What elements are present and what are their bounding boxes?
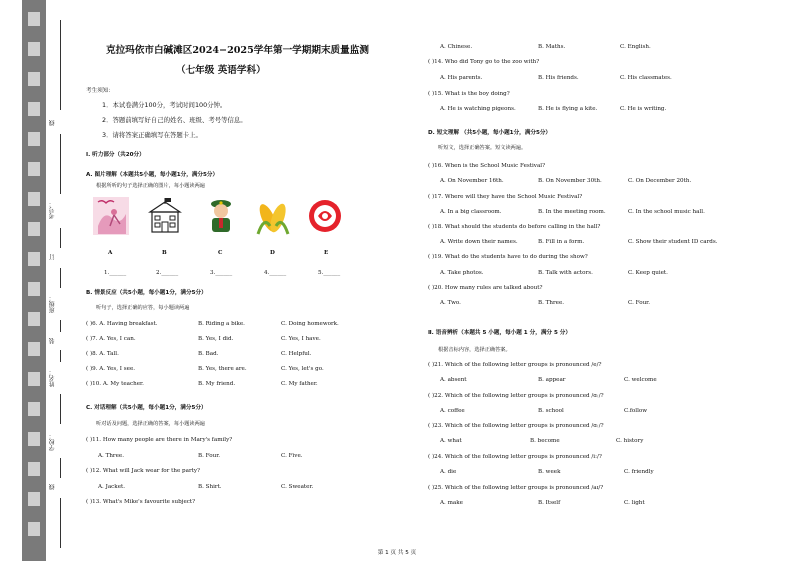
option-c: C. On December 20th. [628,178,692,184]
section-c-instruction: 听对话及问题，选择正确的答案，每小题读两遍 [96,421,205,427]
option-b: B. school [538,408,564,414]
paper-cut-icon [306,196,344,236]
part2-instruction: 根据音标内容，选择正确答案。 [438,347,511,353]
option-c: C. English. [620,44,651,50]
option-b: B. My friend. [198,381,236,387]
side-mark: 线 [49,484,56,490]
section-b-title: B. 情景反应（共5小题，每小题1分，满分5分） [86,290,207,296]
option-a: A. what [440,438,462,444]
option-c: C. light [624,500,645,506]
question-24: ( )24. Which of the following letter groups is pronounced /i:/? [428,454,602,460]
option-b: B. Talk with actors. [538,270,593,276]
option-c: C. Helpful. [281,351,312,357]
section-d-title: D. 短文理解 （共5小题，每小题1分，满分5分） [428,130,552,136]
option-b: B. His friends. [538,75,579,81]
option-b: B. Yes, I did. [198,336,234,342]
option-c: C. His classmates. [620,75,672,81]
section-a-instruction: 根据所听的句子选择正确的图片，每小题读两遍 [96,183,205,189]
option-c: C. Sweater. [281,484,314,490]
option-c: C. Show their student ID cards. [628,239,718,245]
answer-blank-1[interactable]: 1.______ [104,270,127,276]
option-c: C. Yes, I have. [281,336,321,342]
option-b: B. Itself [538,500,561,506]
notice-item: 3．请将答案正确填写在答题卡上。 [102,131,202,139]
option-b: B. Shirt. [198,484,222,490]
option-b: B. Maths. [538,44,566,50]
option-a: A. On November 16th. [440,178,504,184]
option-b: B. appear [538,377,566,383]
question-19: ( )19. What do the students have to do during the show? [428,254,588,260]
notice-heading: 考生须知： [86,88,114,94]
side-mark: 线 [49,120,56,126]
school-building-icon [146,196,184,236]
notice-item: 1．本试卷满分100分，考试时间100分钟。 [102,101,227,109]
option-b: B. Bad. [198,351,219,357]
police-officer-icon [202,196,240,236]
section-a-title: A. 图片理解（本题共5小题，每小题1分，满分5分） [86,172,219,178]
dance-poster-icon [92,196,130,236]
page-footer: 第 1 页 共 5 页 [377,550,417,556]
notice-item: 2．答题前填写好自己的姓名、班级、考号等信息。 [102,116,247,124]
binding-margin [22,0,46,561]
option-a: A. absent [440,377,467,383]
option-c: C. Yes, let's go. [281,366,324,372]
option-a: A. Write down their names. [440,239,518,245]
student-info-column [48,0,74,561]
option-b: B. Riding a bike. [198,321,245,327]
question-23: ( )23. Which of the following letter groups is pronounced /ɑː/? [428,423,604,429]
picture-label-d: D [270,250,275,256]
option-c: C.follow [624,408,648,414]
question-9: ( )9. A. Yes, I see. [86,366,136,372]
option-b: B. Fill in a form. [538,239,585,245]
option-c: C. history [616,438,644,444]
question-8: ( )8. A. Tall. [86,351,119,357]
school-label: 学校： [49,433,56,451]
exam-subtitle: （七年级 英语学科） [176,65,266,76]
option-b: B. Yes, there are. [198,366,247,372]
option-b: B. In the meeting room. [538,209,606,215]
option-c: C. welcome [624,377,657,383]
corn-icon [254,196,292,236]
section-c-title: C. 对话理解（共5小题，每小题1分，满分5分） [86,405,207,411]
section-d-instruction: 听短文，选择正确答案。短文读两遍。 [438,145,527,151]
question-16: ( )16. When is the School Music Festival? [428,163,546,169]
answer-blank-4[interactable]: 4.______ [264,270,287,276]
picture-label-c: C [218,250,223,256]
option-a: A. Two. [440,300,461,306]
question-12: ( )12. What will Jack wear for the party? [86,468,201,474]
part1-title: I. 听力部分（共20分） [86,152,145,158]
question-6: ( )6. A. Having breakfast. [86,321,158,327]
question-21: ( )21. Which of the following letter groups is pronounced /e/? [428,362,602,368]
option-a: A. Take photos. [440,270,484,276]
option-c: C. Keep quiet. [628,270,668,276]
part2-title: Ⅱ. 语音辨析（本题共 5 小题，每小题 1 分，满分 5 分） [428,330,571,336]
option-c: C. In the school music hall. [628,209,705,215]
question-13: ( )13. What's Mike's favourite subject? [86,499,196,505]
option-b: B. week [538,469,561,475]
option-b: B. On November 30th. [538,178,602,184]
exam-number-label: 考号： [49,201,56,219]
option-b: B. Three. [538,300,565,306]
question-25: ( )25. Which of the following letter groups is pronounced /aɪ/? [428,485,604,491]
class-label: 班级： [49,295,56,313]
option-c: C. Doing homework. [281,321,339,327]
option-c: C. He is writing. [620,106,667,112]
option-a: A. make [440,500,463,506]
option-a: A. die [440,469,457,475]
option-a: A. Chinese. [440,44,473,50]
picture-label-a: A [108,250,113,256]
option-b: B. Four. [198,453,221,459]
question-15: ( )15. What is the boy doing? [428,91,510,97]
question-11: ( )11. How many people are there in Mary's family? [86,437,233,443]
section-b-instruction: 听句子，选择正确的应答，每小题读两遍 [96,305,190,311]
answer-blank-3[interactable]: 3.______ [210,270,233,276]
option-a: A. In a big classroom. [440,209,502,215]
option-b: B. become [530,438,560,444]
answer-blank-5[interactable]: 5.______ [318,270,341,276]
question-22: ( )22. Which of the following letter groups is pronounced /ɑː/? [428,393,604,399]
option-b: B. He is flying a kite. [538,106,598,112]
option-a: A. He is watching pigeons. [440,106,516,112]
side-mark: 装 [49,338,56,344]
option-c: C. friendly [624,469,654,475]
option-a: A. Jacket. [98,484,126,490]
answer-blank-2[interactable]: 2.______ [156,270,179,276]
option-c: C. Five. [281,453,303,459]
question-20: ( )20. How many rules are talked about? [428,285,543,291]
option-c: C. My father. [281,381,318,387]
picture-label-e: E [324,250,329,256]
question-7: ( )7. A. Yes, I can. [86,336,136,342]
option-a: A. Three. [98,453,125,459]
exam-title: 克拉玛依市白碱滩区2024−2025学年第一学期期末质量监测 [106,45,369,56]
option-a: A. His parents. [440,75,483,81]
option-c: C. Four. [628,300,651,306]
name-label: 姓名： [49,369,56,387]
option-a: A. coffee [440,408,465,414]
question-14: ( )14. Who did Tony go to the zoo with? [428,59,540,65]
question-10: ( )10. A. My teacher. [86,381,144,387]
question-18: ( )18. What should the students do before calling in the hall? [428,224,601,230]
question-17: ( )17. Where will they have the School Music Festival? [428,194,583,200]
picture-label-b: B [162,250,167,256]
side-mark: 订 [49,254,56,260]
